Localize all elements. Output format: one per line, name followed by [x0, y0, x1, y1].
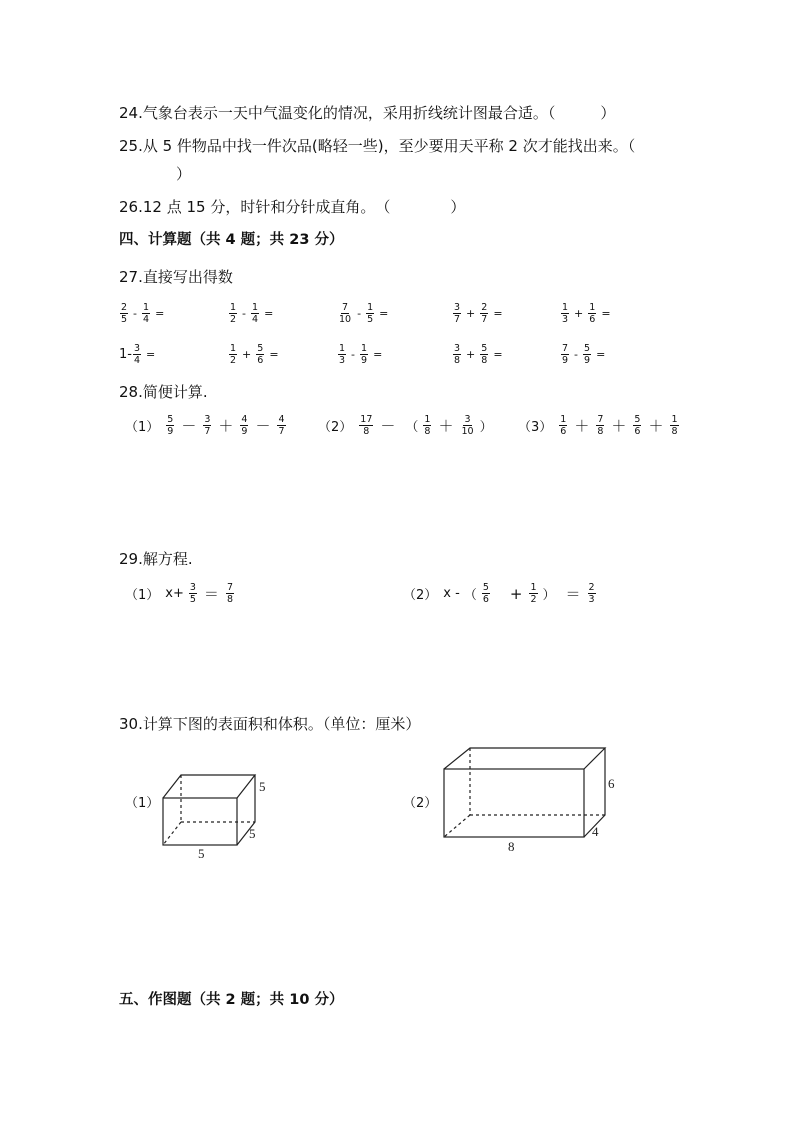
denominator: 5 [189, 594, 196, 605]
denominator: 3 [562, 314, 569, 325]
denominator: 5 [121, 314, 128, 325]
numerator: 7 [226, 582, 233, 593]
cuboid2-top-face [444, 748, 605, 769]
numerator: 3 [133, 343, 141, 354]
section-4-title: 四、计算题（共 4 题；共 23 分） [119, 232, 344, 248]
operator: - [242, 307, 247, 320]
operator: ＋ [218, 417, 234, 435]
denominator: 4 [252, 314, 259, 325]
numerator: 5 [167, 414, 174, 425]
fraction [482, 582, 490, 605]
fraction [359, 414, 373, 437]
question-26: 26.12 点 15 分，时针和分针成直角。 （ ） [119, 198, 466, 216]
numerator: 1 [230, 343, 237, 354]
operator: - [574, 348, 579, 361]
numerator: 1 [252, 302, 259, 313]
operator: - [351, 348, 356, 361]
cuboid2-hidden-edge-depth [444, 815, 470, 837]
whole-number: 1- [119, 347, 132, 362]
operator: + [242, 348, 252, 361]
fraction [203, 414, 211, 437]
fraction [460, 414, 474, 437]
numerator: 2 [121, 302, 128, 313]
q28-part-3 [518, 414, 680, 437]
section-5-title: 五、作图题（共 2 题；共 10 分） [119, 992, 344, 1008]
question-30-title: 30.计算下图的表面积和体积。（单位：厘米） [119, 715, 421, 733]
q27-expression [337, 302, 392, 325]
q27-expression [119, 302, 168, 325]
cube1-hidden-edge-depth [163, 822, 181, 845]
denominator: 9 [584, 355, 591, 366]
numerator: 1 [589, 302, 596, 313]
equals-sign: = [264, 307, 274, 320]
numerator: 17 [360, 414, 373, 425]
q29-part-1 [125, 582, 235, 605]
q27-expression [560, 302, 615, 325]
denominator: 2 [530, 594, 537, 605]
equals-sign: = [373, 348, 383, 361]
part-label: （1） [125, 420, 160, 435]
q27-expression [228, 302, 277, 325]
numerator: 2 [481, 302, 488, 313]
cuboid2-depth-label: 4 [592, 824, 599, 839]
fraction [453, 302, 461, 325]
fraction [423, 414, 431, 437]
equals-sign: = [379, 307, 389, 320]
fraction [588, 582, 596, 605]
fraction [226, 582, 234, 605]
denominator: 8 [424, 426, 431, 437]
fraction [189, 582, 197, 605]
numerator: 7 [342, 302, 349, 313]
numerator: 1 [530, 582, 537, 593]
denominator: 6 [634, 426, 641, 437]
numerator: 1 [424, 414, 431, 425]
fraction [229, 302, 237, 325]
fraction [480, 343, 488, 366]
question-24: 24.气象台表示一天中气温变化的情况，采用折线统计图最合适。（ ） [119, 104, 616, 122]
cube1-depth-label: 5 [249, 826, 256, 841]
operator: + [574, 307, 584, 320]
denominator: 9 [562, 355, 569, 366]
operator: ＋ [611, 417, 627, 435]
fraction [670, 414, 678, 437]
fraction [561, 302, 569, 325]
numerator: 5 [634, 414, 641, 425]
operator: - [357, 307, 362, 320]
equals-sign: ＝ [203, 585, 219, 603]
operator: - [133, 307, 138, 320]
q28-part-2 [318, 414, 497, 437]
denominator: 9 [361, 355, 368, 366]
fraction [240, 414, 248, 437]
denominator: 5 [367, 314, 374, 325]
question-25-line1: 25.从 5 件物品中找一件次品(略轻一些)，至少要用天平称 2 次才能找出来。（ [119, 137, 636, 155]
denominator: 6 [589, 314, 596, 325]
equals-sign: = [146, 348, 156, 361]
denominator: 9 [241, 426, 248, 437]
fraction [229, 343, 237, 366]
operator: － [380, 417, 396, 435]
numerator: 1 [562, 302, 569, 313]
part-label: （2） [403, 588, 438, 603]
figure-2-label: （2） [403, 796, 438, 811]
fraction [529, 582, 537, 605]
fraction [166, 414, 174, 437]
open-paren: （ [463, 588, 477, 603]
denominator: 10 [461, 426, 474, 437]
numerator: 4 [278, 414, 285, 425]
figure-1-label: （1） [125, 796, 160, 811]
denominator: 6 [257, 355, 264, 366]
q27-expression [560, 343, 609, 366]
denominator: 8 [363, 426, 370, 437]
close-paren: ） [479, 420, 493, 435]
q27-expression [228, 343, 283, 366]
numerator: 2 [588, 582, 595, 593]
q27-expression [119, 343, 159, 366]
numerator: 3 [189, 582, 196, 593]
question-28-title: 28.简便计算. [119, 383, 208, 401]
fraction [588, 302, 596, 325]
fraction [120, 302, 128, 325]
fraction [251, 302, 259, 325]
numerator: 5 [257, 343, 264, 354]
q27-expression [452, 302, 507, 325]
operator: － [255, 417, 271, 435]
fraction [338, 302, 352, 325]
fraction [633, 414, 641, 437]
denominator: 7 [278, 426, 285, 437]
part-label: （1） [125, 588, 160, 603]
numerator: 5 [481, 343, 488, 354]
numerator: 1 [361, 343, 368, 354]
denominator: 7 [204, 426, 211, 437]
denominator: 2 [230, 355, 237, 366]
operator: ＋ [438, 417, 454, 435]
fraction [596, 414, 604, 437]
numerator: 1 [143, 302, 150, 313]
operator: + [466, 348, 476, 361]
fraction [256, 343, 264, 366]
q27-expression [452, 343, 507, 366]
numerator: 1 [367, 302, 374, 313]
equals-sign: = [601, 307, 611, 320]
denominator: 3 [339, 355, 346, 366]
numerator: 7 [562, 343, 569, 354]
denominator: 4 [143, 314, 150, 325]
numerator: 5 [584, 343, 591, 354]
numerator: 1 [339, 343, 346, 354]
cuboid2-height-label: 6 [608, 776, 615, 791]
fraction [453, 343, 461, 366]
cube1-top-face [163, 775, 255, 798]
question-27-title: 27.直接写出得数 [119, 268, 233, 286]
numerator: 4 [241, 414, 248, 425]
denominator: 3 [588, 594, 595, 605]
equals-sign: = [596, 348, 606, 361]
denominator: 6 [560, 426, 567, 437]
numerator: 3 [454, 302, 461, 313]
operator: + [466, 307, 476, 320]
operator: ＋ [574, 417, 590, 435]
fraction [561, 343, 569, 366]
numerator: 3 [454, 343, 461, 354]
fraction [583, 343, 591, 366]
numerator: 1 [560, 414, 567, 425]
q29-part-2 [403, 582, 597, 605]
variable: x+ [165, 586, 184, 601]
fraction [480, 302, 488, 325]
denominator: 10 [339, 314, 352, 325]
variable: x - [443, 586, 460, 601]
denominator: 9 [167, 426, 174, 437]
denominator: 7 [481, 314, 488, 325]
fraction [366, 302, 374, 325]
question-29-title: 29.解方程. [119, 550, 193, 568]
denominator: 4 [133, 355, 141, 366]
question-25-line2: ） [176, 165, 192, 183]
denominator: 8 [597, 426, 604, 437]
numerator: 3 [464, 414, 471, 425]
equals-sign: = [493, 307, 503, 320]
equals-sign: ＝ [565, 585, 581, 603]
equals-sign: = [155, 307, 165, 320]
fraction [142, 302, 150, 325]
operator: － [181, 417, 197, 435]
close-paren: ） [542, 588, 556, 603]
cube1-height-label: 5 [259, 779, 266, 794]
denominator: 8 [226, 594, 233, 605]
q28-part-1 [125, 414, 287, 437]
operator: ＋ [648, 417, 664, 435]
denominator: 8 [671, 426, 678, 437]
cube-figure-1 [155, 760, 275, 865]
cuboid2-width-label: 8 [508, 839, 515, 854]
fraction [338, 343, 346, 366]
part-label: （3） [518, 420, 553, 435]
numerator: 7 [597, 414, 604, 425]
denominator: 7 [454, 314, 461, 325]
cube1-width-label: 5 [198, 846, 205, 861]
numerator: 5 [482, 582, 489, 593]
fraction [277, 414, 285, 437]
denominator: 2 [230, 314, 237, 325]
fraction [559, 414, 567, 437]
equals-sign: = [269, 348, 279, 361]
numerator: 1 [671, 414, 678, 425]
numerator: 3 [204, 414, 211, 425]
denominator: 8 [481, 355, 488, 366]
q27-expression [337, 343, 386, 366]
fraction [360, 343, 368, 366]
operator: + [509, 584, 523, 603]
cuboid2-front-face [444, 769, 584, 837]
fraction [133, 343, 141, 366]
numerator: 1 [230, 302, 237, 313]
cuboid-figure-2 [438, 742, 628, 857]
denominator: 6 [482, 594, 489, 605]
denominator: 8 [454, 355, 461, 366]
open-paren: （ [405, 420, 419, 435]
part-label: （2） [318, 420, 353, 435]
equals-sign: = [493, 348, 503, 361]
